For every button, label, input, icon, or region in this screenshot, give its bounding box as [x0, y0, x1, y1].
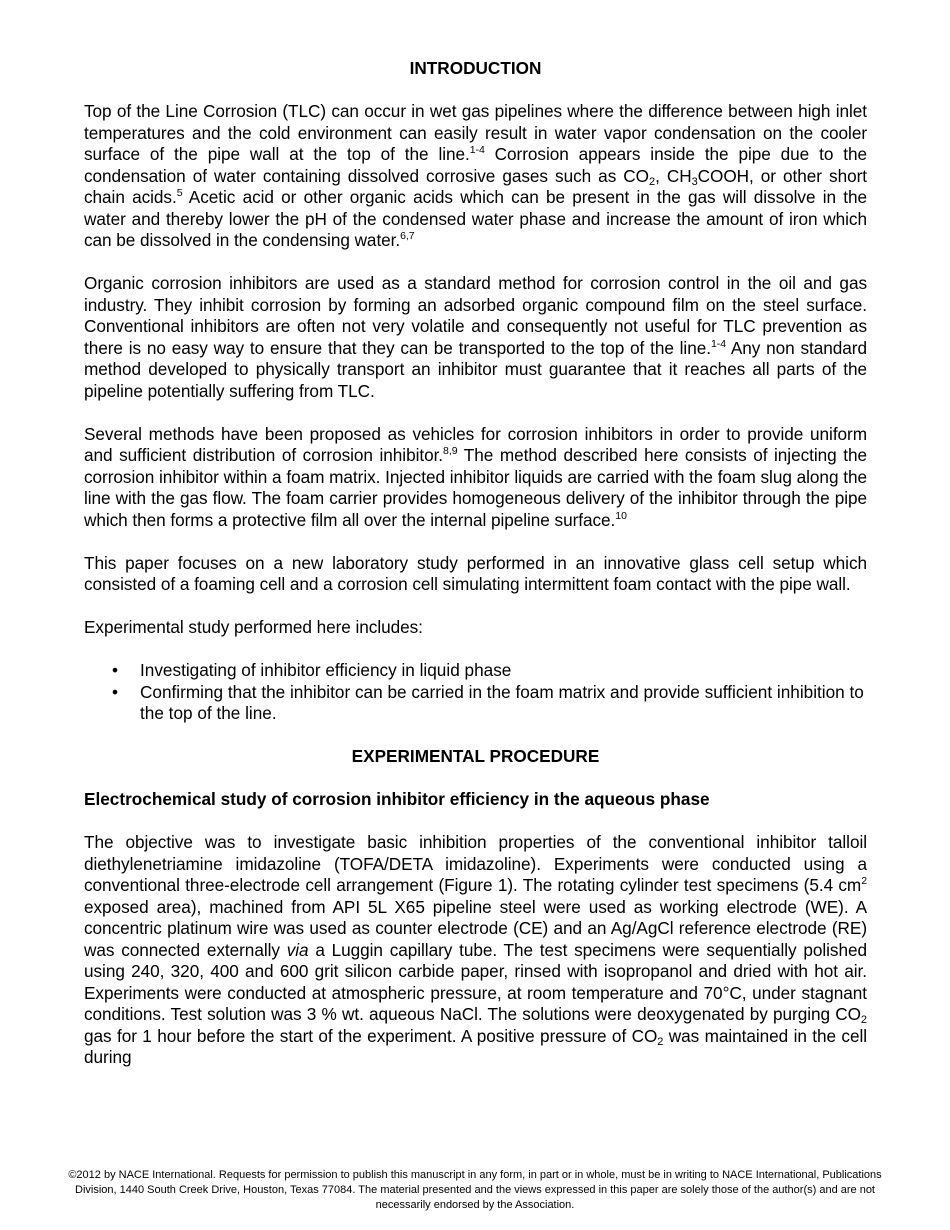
intro-paragraph-1: Top of the Line Corrosion (TLC) can occur in wet gas pipelines where the difference between high inlet temperatures and the cold environment can easily result in water vapor condensation on the cooler surface of the pipe wall at the top of the line.$^{1-4}$ Corrosion appears inside the pipe due to the condensation of water containing dissolved corrosive gases such as $CO_2$, $CH_3COOH$, or other short chain acids.$^5$ Acetic acid or other organic acids which can be present in the gas will dissolve in the water and thereby lower the pH of the condensed water phase and increase the amount of iron which can be dissolved in the condensing water.$^{6,7}$	[84, 101, 867, 250]
citation-ref: 6,7	[400, 230, 415, 242]
experimental-paragraph-1: The objective was to investigate basic inhibition properties of the conventional inhibitor talloil diethylenetriamine imidazoline (TOFA/DETA imidazoline). Experiments were conducted using a conventional three-electrode cell arrangement (Figure 1). The rotating cylinder test specimens (5.4 $cm^2$ exposed area), machined from API 5L X65 pipeline steel were used as working electrode (WE). A concentric platinum wire was used as counter electrode (CE) and an Ag/AgCl reference electrode (RE) was connected externally via a Luggin capillary tube. The test specimens were sequentially polished using 240, 320, 400 and 600 grit silicon carbide paper, rinsed with isopropanol and dried with hot air. Experiments were conducted at atmospheric pressure, at room temperature and 70°C, under stagnant conditions. Test solution was 3 % wt. aqueous NaCl. The solutions were deoxygenated by purging $CO_2$ gas for 1 hour before the start of the experiment. A positive pressure of $CO_2$ was maintained in the cell during	[84, 832, 867, 1067]
list-item: • Investigating of inhibitor efficiency in liquid phase	[112, 660, 512, 680]
citation-ref: 1-4	[469, 144, 485, 156]
copyright-footer: ©2012 by NACE International. Requests for permission to publish this manuscript in any form, in part or in whole, must be in writing to NACE International, Publications Division, 1440 South Creek Drive, Houston, Texas 77084. The material presented and the views expressed in this paper are solely those of the author(s) and are not necessarily endorsed by the Association.	[68, 1169, 882, 1211]
citation-ref: 1-4	[710, 337, 726, 350]
intro-paragraph-2: Organic corrosion inhibitors are used as a standard method for corrosion control in the oil and gas industry. They inhibit corrosion by forming an adsorbed organic compound film on the steel surface. Conventional inhibitors are often not very volatile and consequently not useful for TLC prevention as there is no easy way to ensure that they can be transported to the top of the line.$^{1-4}$ Any non standard method developed to physically transport an inhibitor must guarantee that it reaches all parts of the pipeline potentially suffering from TLC.	[84, 273, 867, 401]
intro-paragraph-4: This paper focuses on a new laboratory study performed in an innovative glass cell setup which consisted of a foaming cell and a corrosion cell simulating intermittent foam contact with the pipe wall.	[84, 552, 867, 594]
list-item: • Confirming that the inhibitor can be carried in the foam matrix and provide sufficient inhibition to the top of the line.	[112, 681, 864, 723]
citation-ref: 5	[176, 187, 183, 199]
study-bullet-list	[84, 660, 867, 725]
intro-paragraph-3: Several methods have been proposed as vehicles for corrosion inhibitors in order to provide uniform and sufficient distribution of corrosion inhibitor.$^{8,9}$ The method described here consists of injecting the corrosion inhibitor within a foam matrix. Injected inhibitor liquids are carried with the foam slug along the line with the gas flow. The foam carrier provides homogeneous delivery of the inhibitor through the pipe which then forms a protective film all over the internal pipeline surface.$^{10}$	[84, 423, 867, 530]
introduction-heading: INTRODUCTION	[409, 58, 542, 78]
experimental-procedure-heading: EXPERIMENTAL PROCEDURE	[351, 746, 600, 766]
bullet-icon: •	[112, 681, 119, 702]
citation-ref: 8,9	[443, 445, 458, 457]
electrochemical-subheading: Electrochemical study of corrosion inhibitor efficiency in the aqueous phase	[84, 789, 710, 809]
intro-paragraph-5: Experimental study performed here includes:	[84, 617, 423, 637]
citation-ref: 10	[615, 509, 627, 522]
document-page	[84, 58, 867, 1069]
bullet-icon: •	[112, 660, 119, 680]
